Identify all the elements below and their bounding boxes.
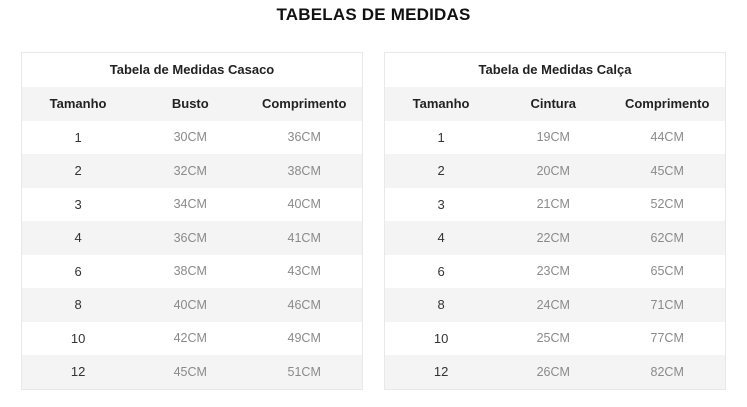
table-row — [385, 154, 725, 188]
page-title: TABELAS DE MEDIDAS — [276, 5, 471, 24]
measurement-cell: 20CM — [536, 163, 570, 178]
table-row — [22, 154, 362, 188]
size-cell: 2 — [74, 163, 82, 179]
column-header: Busto — [171, 96, 209, 112]
size-cell: 2 — [437, 163, 445, 179]
measurement-cell: 22CM — [536, 230, 570, 245]
table-row — [385, 121, 725, 155]
column-header: Tamanho — [49, 96, 107, 112]
measurement-cell: 65CM — [650, 264, 684, 279]
measurement-cell: 21CM — [536, 197, 570, 212]
measurement-cell: 46CM — [287, 297, 321, 312]
table-row — [22, 355, 362, 389]
size-cell: 3 — [74, 196, 82, 212]
measurement-cell: 51CM — [287, 364, 321, 379]
table-row — [385, 288, 725, 322]
measurement-cell: 38CM — [287, 163, 321, 178]
size-cell: 1 — [74, 129, 82, 145]
measurement-cell: 19CM — [536, 130, 570, 145]
measurement-cell: 62CM — [650, 230, 684, 245]
measurement-cell: 71CM — [650, 297, 684, 312]
size-cell: 12 — [433, 364, 449, 380]
size-cell: 8 — [437, 297, 445, 313]
table-row — [385, 255, 725, 289]
size-cell: 6 — [437, 263, 445, 279]
measurement-cell: 36CM — [287, 130, 321, 145]
column-header: Cintura — [530, 96, 577, 112]
measurement-cell: 25CM — [536, 331, 570, 346]
size-cell: 3 — [437, 196, 445, 212]
table-row — [385, 188, 725, 222]
table-row — [22, 221, 362, 255]
size-table-grid — [22, 87, 362, 389]
measurement-cell: 40CM — [173, 297, 207, 312]
table-caption: Tabela de Medidas Calça — [385, 53, 725, 87]
size-cell: 8 — [74, 297, 82, 313]
size-table-casaco — [21, 52, 363, 390]
measurement-cell: 23CM — [536, 264, 570, 279]
measurement-cell: 49CM — [287, 331, 321, 346]
table-row — [22, 288, 362, 322]
column-header: Tamanho — [412, 96, 470, 112]
measurement-cell: 24CM — [536, 297, 570, 312]
measurement-cell: 38CM — [173, 264, 207, 279]
size-table-grid — [385, 87, 725, 389]
table-row — [22, 322, 362, 356]
size-cell: 1 — [437, 129, 445, 145]
table-row — [385, 221, 725, 255]
measurement-cell: 43CM — [287, 264, 321, 279]
measurement-cell: 30CM — [173, 130, 207, 145]
column-header: Comprimento — [624, 96, 710, 112]
table-caption: Tabela de Medidas Casaco — [22, 53, 362, 87]
table-header-row — [385, 87, 725, 121]
measurement-cell: 36CM — [173, 230, 207, 245]
size-table-calca — [384, 52, 726, 390]
table-row — [22, 188, 362, 222]
table-header-row — [22, 87, 362, 121]
measurement-cell: 40CM — [287, 197, 321, 212]
measurement-cell: 77CM — [650, 331, 684, 346]
table-row — [22, 255, 362, 289]
measurement-cell: 45CM — [650, 163, 684, 178]
measurement-cell: 26CM — [536, 364, 570, 379]
size-cell: 12 — [70, 364, 86, 380]
measurement-cell: 82CM — [650, 364, 684, 379]
measurement-cell: 41CM — [287, 230, 321, 245]
size-cell: 6 — [74, 263, 82, 279]
size-cell: 10 — [433, 330, 449, 346]
column-header: Comprimento — [261, 96, 347, 112]
size-cell: 10 — [70, 330, 86, 346]
measurement-cell: 44CM — [650, 130, 684, 145]
measurement-cell: 32CM — [173, 163, 207, 178]
measurement-cell: 45CM — [173, 364, 207, 379]
size-cell: 4 — [74, 230, 82, 246]
measurement-cell: 34CM — [173, 197, 207, 212]
measurement-cell: 52CM — [650, 197, 684, 212]
size-cell: 4 — [437, 230, 445, 246]
table-row — [385, 355, 725, 389]
measurement-cell: 42CM — [173, 331, 207, 346]
table-row — [22, 121, 362, 155]
table-row — [385, 322, 725, 356]
